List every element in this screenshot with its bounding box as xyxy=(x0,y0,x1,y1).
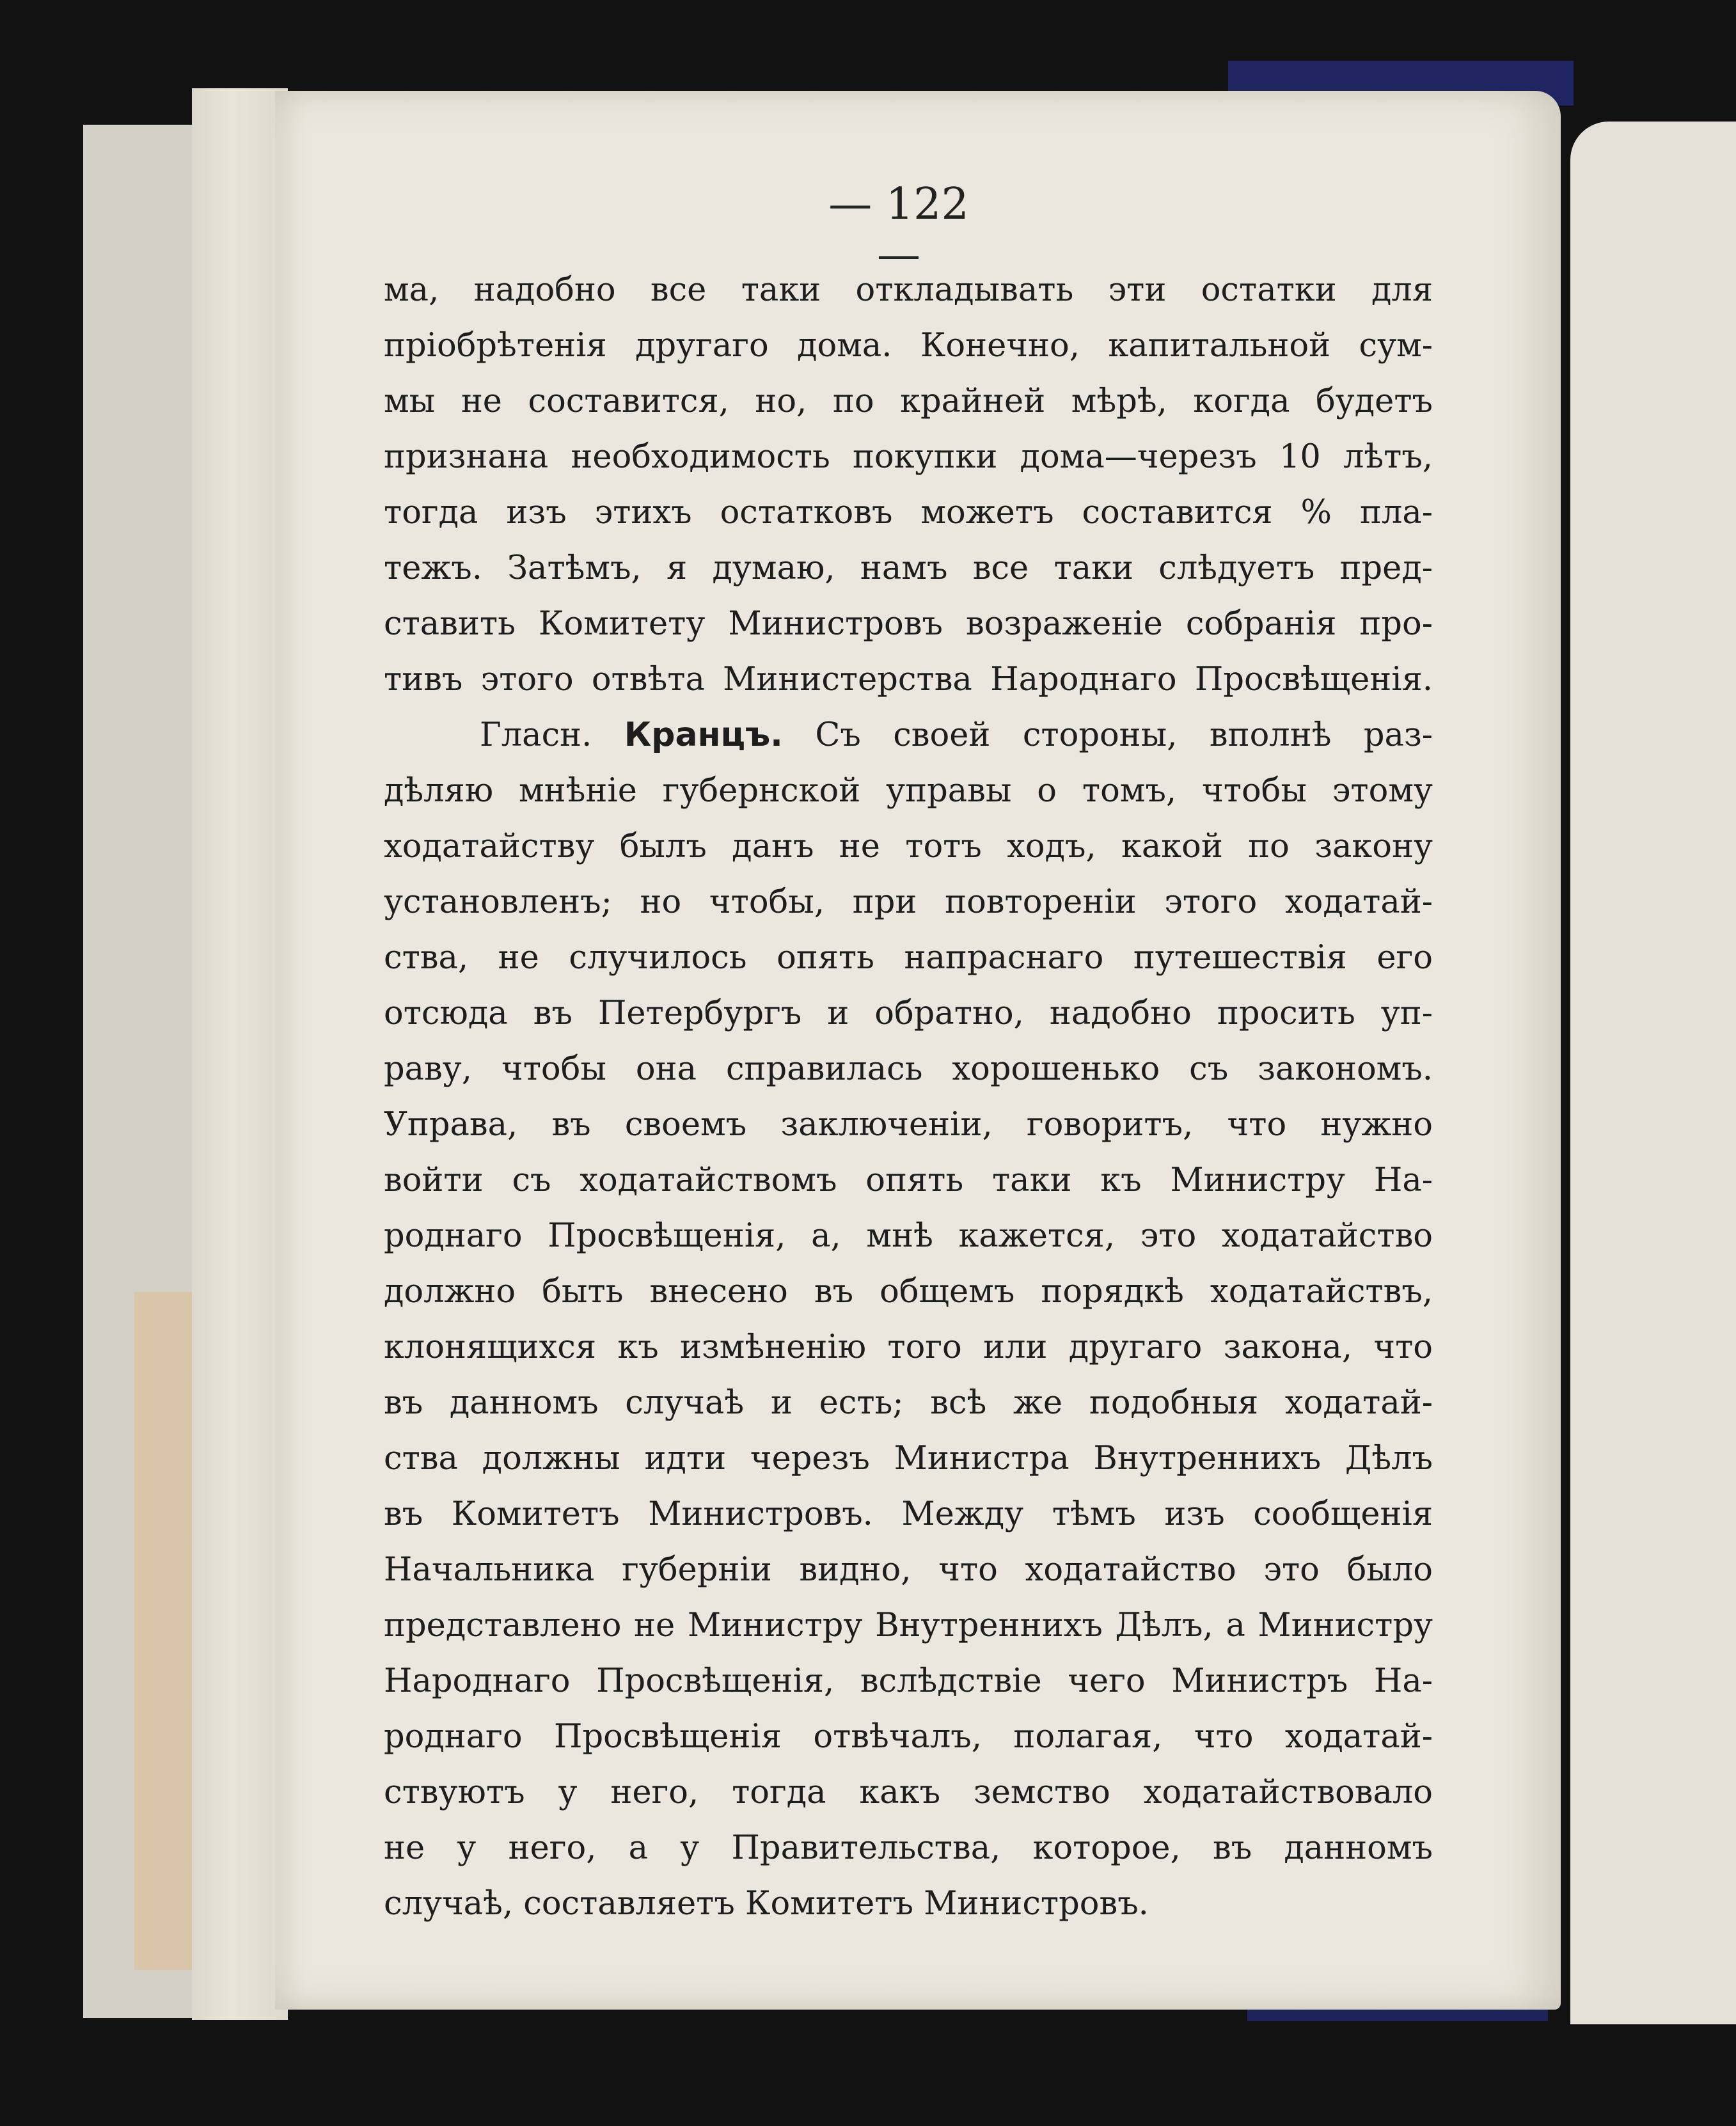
text-line: дѣляю мнѣніе губернской управы о томъ, чтобы этому xyxy=(384,772,1433,810)
text-line: отсюда въ Петербургъ и обратно, надобно просить уп- xyxy=(384,995,1433,1032)
page-stack-edge xyxy=(192,88,288,2020)
facing-page xyxy=(1570,122,1736,2024)
page-text xyxy=(384,262,1433,1932)
text-line: ходатайству былъ данъ не тотъ ходъ, какой по закону xyxy=(384,828,1433,865)
text-line: признана необходимость покупки дома—черезъ 10 лѣтъ, xyxy=(384,438,1433,476)
text-line: пріобрѣтенія другаго дома. Конечно, капитальной сум- xyxy=(384,327,1433,365)
speaker-title: Гласн. xyxy=(480,716,592,754)
text-line: ствуютъ у него, тогда какъ земство ходатайствовало xyxy=(384,1774,1433,1811)
text-line: должно быть внесено въ общемъ порядкѣ ходатайствъ, xyxy=(384,1273,1433,1311)
text-line-last: случаѣ, составляетъ Комитетъ Министровъ. xyxy=(384,1885,1149,1923)
text-line: представлено не Министру Внутреннихъ Дѣлъ, а Министру xyxy=(384,1607,1433,1644)
text-line: мы не составится, но, по крайней мѣрѣ, когда будетъ xyxy=(384,382,1433,420)
text-line: роднаго Просвѣщенія отвѣчалъ, полагая, что ходатай- xyxy=(384,1718,1433,1756)
text-line: войти съ ходатайствомъ опять таки къ Министру На- xyxy=(384,1161,1433,1199)
text-line: ства, не случилось опять напраснаго путешествія его xyxy=(384,939,1433,977)
text-line: въ данномъ случаѣ и есть; всѣ же подобныя ходатай- xyxy=(384,1384,1433,1422)
text-line: Народнаго Просвѣщенія, вслѣдствіе чего Министръ На- xyxy=(384,1662,1433,1700)
text-line: ства должны идти черезъ Министра Внутреннихъ Дѣлъ xyxy=(384,1440,1433,1477)
text-line: Начальника губерніи видно, что ходатайство это было xyxy=(384,1551,1433,1589)
text-line: не у него, а у Правительства, которое, въ данномъ xyxy=(384,1829,1433,1867)
speech-first-line xyxy=(384,707,1433,763)
text-line: тогда изъ этихъ остатковъ можетъ составится % пла- xyxy=(384,494,1433,532)
text-line: ставить Комитету Министровъ возраженіе собранія про- xyxy=(384,605,1433,643)
page-number: — 122 — xyxy=(828,179,969,280)
text-line: ма, надобно все таки откладывать эти остатки для xyxy=(384,271,1433,309)
text-line: раву, чтобы она справилась хорошенько съ закономъ. xyxy=(384,1050,1433,1088)
text-line: клонящихся къ измѣненію того или другаго закона, что xyxy=(384,1328,1433,1366)
text-line: тежъ. Затѣмъ, я думаю, намъ все таки слѣдуетъ пред- xyxy=(384,549,1433,587)
speech-opening: Съ своей стороны, вполнѣ раз- xyxy=(815,716,1433,754)
text-line: установленъ; но чтобы, при повтореніи этого ходатай- xyxy=(384,883,1433,921)
text-line: роднаго Просвѣщенія, а, мнѣ кажется, это ходатайство xyxy=(384,1217,1433,1255)
text-line: тивъ этого отвѣта Министерства Народнаго Просвѣщенія. xyxy=(384,661,1433,698)
text-line: въ Комитетъ Министровъ. Между тѣмъ изъ сообщенія xyxy=(384,1495,1433,1533)
text-line: Управа, въ своемъ заключеніи, говоритъ, что нужно xyxy=(384,1106,1433,1144)
speaker-name: Кранцъ. xyxy=(624,716,783,754)
